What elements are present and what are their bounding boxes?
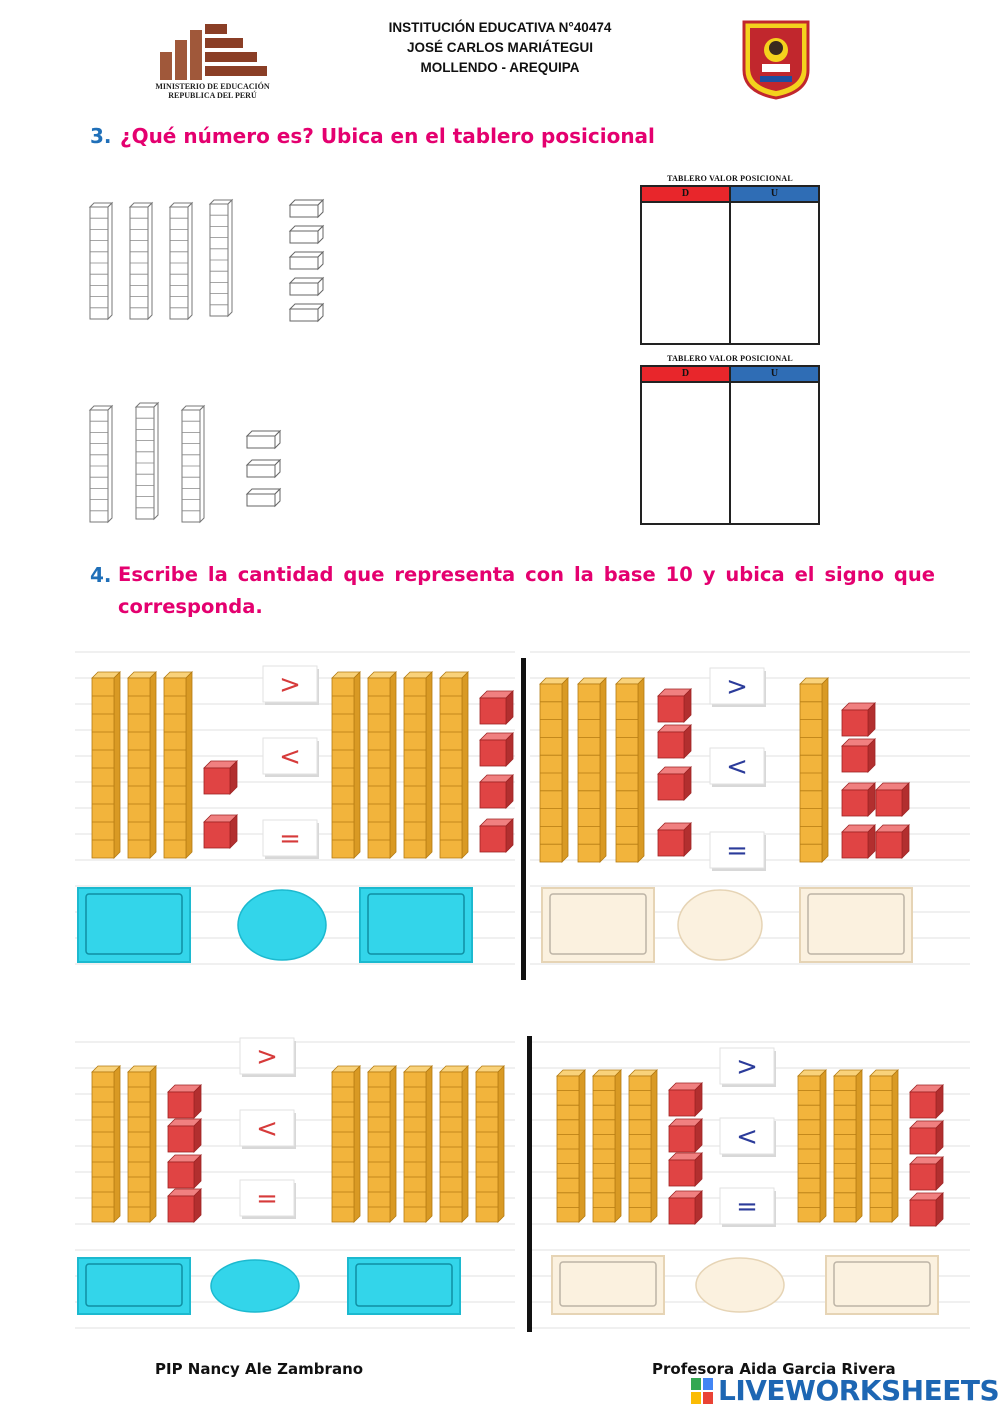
school-line3: MOLLENDO - AREQUIPA [420, 60, 580, 75]
sign-box-equal[interactable] [720, 1188, 776, 1227]
sign-box-less[interactable] [720, 1118, 776, 1157]
sign-box-equal-label: = [279, 824, 301, 854]
comparison-panel-2 [530, 652, 970, 964]
answer-box-right[interactable] [360, 888, 472, 962]
answer-box-right[interactable] [826, 1256, 938, 1314]
footer-left: PIP Nancy Ale Zambrano [155, 1360, 364, 1378]
answer-sign-circle[interactable] [678, 890, 762, 960]
q3-base10-figures [0, 0, 1000, 540]
q3-title: ¿Qué número es? Ubica en el tablero posicional [119, 124, 655, 148]
school-line1: INSTITUCIÓN EDUCATIVA N°40474 [388, 20, 612, 35]
sign-box-greater-label: > [736, 1052, 758, 1082]
sign-box-less[interactable] [710, 748, 766, 787]
q3-set1-ten-rod [170, 203, 192, 319]
tablero-1-title: TABLERO VALOR POSICIONAL [667, 174, 793, 183]
liveworksheets-brand[interactable] [690, 1374, 999, 1407]
q4-number: 4. [90, 563, 112, 587]
q3-set1-ten-rod [90, 203, 112, 319]
sign-box-equal[interactable] [240, 1180, 296, 1219]
right-tens-group [332, 672, 468, 858]
sign-box-less-label: < [256, 1114, 278, 1144]
tablero-2-input-u[interactable] [729, 383, 818, 523]
sign-box-less[interactable] [240, 1110, 296, 1149]
answer-box-right[interactable] [800, 888, 912, 962]
comparison-panel-3 [75, 1038, 515, 1328]
left-units-group [658, 689, 691, 856]
tablero-2-col-d: D [642, 367, 731, 381]
tablero-1-col-d: D [642, 187, 731, 201]
right-tens-group [332, 1066, 504, 1222]
left-tens-group [540, 678, 644, 862]
answer-sign-circle[interactable] [696, 1258, 784, 1312]
sign-box-greater[interactable] [720, 1048, 776, 1087]
school-line2: JOSÉ CARLOS MARIÁTEGUI [406, 40, 593, 55]
tablero-2 [640, 354, 820, 525]
tablero-1-body [640, 201, 820, 345]
q3-set2-ten-rod [136, 403, 158, 519]
q3-set2-unit-cube [247, 431, 280, 448]
tablero-1 [640, 174, 820, 345]
tablero-1-col-u: U [731, 187, 818, 201]
sign-box-equal-label: = [726, 836, 748, 866]
q3-set1-unit-cube [290, 304, 323, 321]
left-units-group [669, 1083, 702, 1224]
left-tens-group [557, 1070, 657, 1222]
sign-box-greater[interactable] [240, 1038, 296, 1077]
sign-box-less-label: < [279, 742, 301, 772]
liveworksheets-logo-icon [690, 1376, 716, 1406]
q3-set2-ten-rod [90, 406, 112, 522]
left-tens-group [92, 672, 192, 858]
right-units-group [910, 1085, 943, 1226]
sign-box-greater-label: > [256, 1042, 278, 1072]
answer-sign-circle[interactable] [238, 890, 326, 960]
sign-box-greater[interactable] [263, 666, 319, 705]
answer-box-left[interactable] [78, 1258, 190, 1314]
ministry-line1: MINISTERIO DE EDUCACIÓN [155, 82, 270, 91]
sign-box-less-label: < [736, 1122, 758, 1152]
sign-box-equal[interactable] [710, 832, 766, 871]
sign-box-less-label: < [726, 752, 748, 782]
comparison-panel-4 [530, 1042, 970, 1328]
comparison-panel-1 [75, 652, 515, 964]
q3-set1-ten-rod [210, 200, 232, 316]
right-units-group [842, 703, 909, 858]
q3-set1-ten-rod [130, 203, 152, 319]
tablero-2-header [640, 365, 820, 381]
sign-box-equal-label: = [256, 1184, 278, 1214]
q3-set2-unit-cube [247, 460, 280, 477]
left-units-group [204, 761, 237, 848]
left-units-group [168, 1085, 201, 1222]
q3-set1-unit-cube [290, 278, 323, 295]
q4-comparison-area [0, 640, 1000, 1340]
q4-title-line1: Escribe la cantidad que representa con la base 10 y ubica el signo que [118, 563, 935, 586]
tablero-2-col-u: U [731, 367, 818, 381]
sign-box-equal-label: = [736, 1192, 758, 1222]
ministry-line2: REPUBLICA DEL PERÚ [168, 91, 257, 100]
tablero-1-input-u[interactable] [729, 203, 818, 343]
tablero-2-input-d[interactable] [642, 383, 729, 523]
liveworksheets-text: LIVEWORKSHEETS [718, 1374, 1000, 1407]
tablero-2-body [640, 381, 820, 525]
q3-set2-unit-cube [247, 489, 280, 506]
right-tens-group [800, 678, 828, 862]
footer-right: Profesora Aida Garcia Rivera [652, 1360, 896, 1378]
answer-box-left[interactable] [78, 888, 190, 962]
q3-set1-unit-cube [290, 226, 323, 243]
sign-box-greater[interactable] [710, 668, 766, 707]
right-tens-group [798, 1070, 898, 1222]
answer-box-left[interactable] [552, 1256, 664, 1314]
tablero-1-input-d[interactable] [642, 203, 729, 343]
answer-sign-circle[interactable] [211, 1260, 299, 1312]
sign-box-greater-label: > [279, 670, 301, 700]
answer-box-left[interactable] [542, 888, 654, 962]
q4-heading [90, 563, 935, 618]
sign-box-greater-label: > [726, 672, 748, 702]
q3-set1-unit-cube [290, 252, 323, 269]
sign-box-less[interactable] [263, 738, 319, 777]
q3-set1-unit-cube [290, 200, 323, 217]
tablero-1-header [640, 185, 820, 201]
q3-number: 3. [90, 124, 112, 148]
q3-set2-ten-rod [182, 406, 204, 522]
answer-box-right[interactable] [348, 1258, 460, 1314]
divider-top [521, 658, 526, 980]
tablero-2-title: TABLERO VALOR POSICIONAL [667, 354, 793, 363]
right-units-group [480, 691, 513, 852]
sign-box-equal[interactable] [263, 820, 319, 859]
divider-bottom [527, 1036, 532, 1332]
q4-title-line2: corresponda. [118, 595, 263, 618]
